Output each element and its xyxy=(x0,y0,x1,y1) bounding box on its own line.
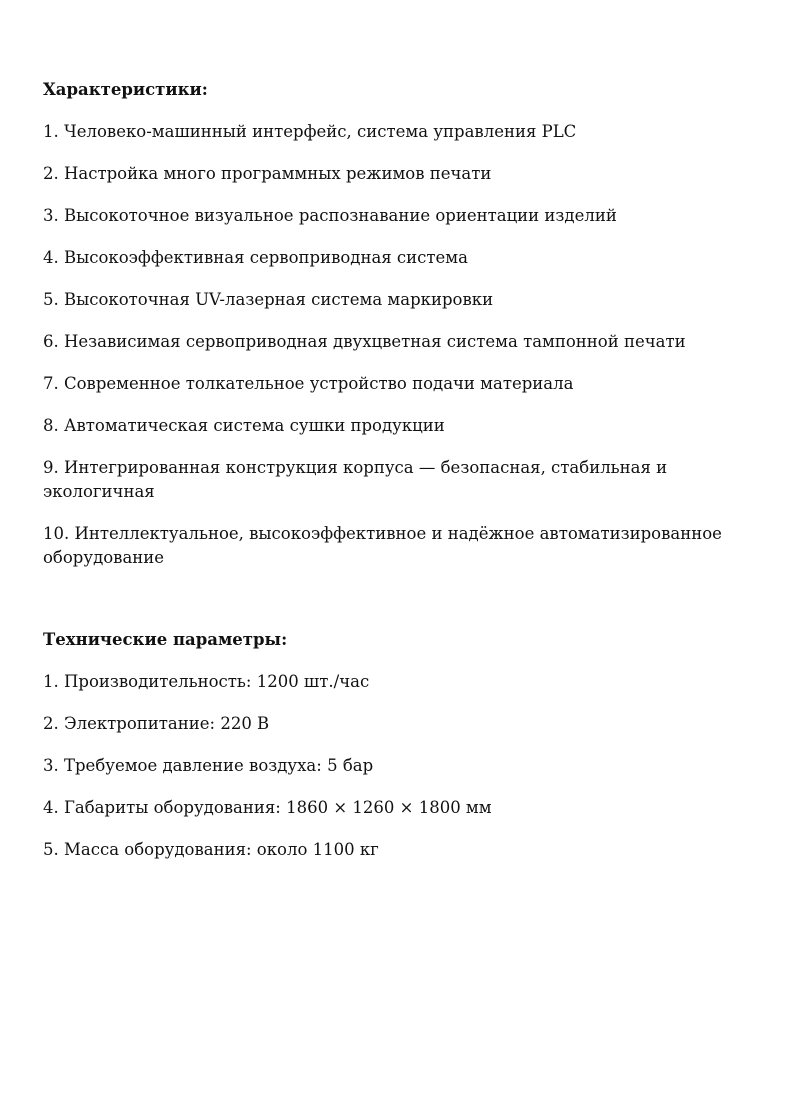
spec-item: 2. Электропитание: 220 В xyxy=(43,714,270,733)
feature-item: 4. Высокоэффективная сервоприводная система xyxy=(43,248,468,267)
specs-heading: Технические параметры: xyxy=(43,630,288,649)
feature-item: 5. Высокоточная UV-лазерная система маркировки xyxy=(43,290,494,309)
feature-item: 3. Высокоточное визуальное распознавание ориентации изделий xyxy=(43,206,617,225)
feature-item: 1. Человеко-машинный интерфейс, система управления PLC xyxy=(43,122,577,141)
specs-section xyxy=(43,628,770,862)
feature-item: 2. Настройка много программных режимов печати xyxy=(43,164,492,183)
spec-item: 1. Производительность: 1200 шт./час xyxy=(43,672,370,691)
feature-item: 6. Независимая сервоприводная двухцветная система тампонной печати xyxy=(43,332,686,351)
spec-item: 4. Габариты оборудования: 1860 × 1260 × 1800 мм xyxy=(43,798,492,817)
feature-item: 8. Автоматическая система сушки продукции xyxy=(43,416,445,435)
feature-item: 10. Интеллектуальное, высокоэффективное и надёжное автоматизированное оборудование xyxy=(43,524,722,567)
spec-item: 5. Масса оборудования: около 1100 кг xyxy=(43,840,379,859)
spec-item: 3. Требуемое давление воздуха: 5 бар xyxy=(43,756,374,775)
feature-item: 9. Интегрированная конструкция корпуса — безопасная, стабильная и экологичная xyxy=(43,458,668,501)
features-section xyxy=(43,78,770,570)
section-spacer xyxy=(43,588,770,628)
feature-item: 7. Современное толкательное устройство подачи материала xyxy=(43,374,574,393)
features-heading: Характеристики: xyxy=(43,80,208,99)
